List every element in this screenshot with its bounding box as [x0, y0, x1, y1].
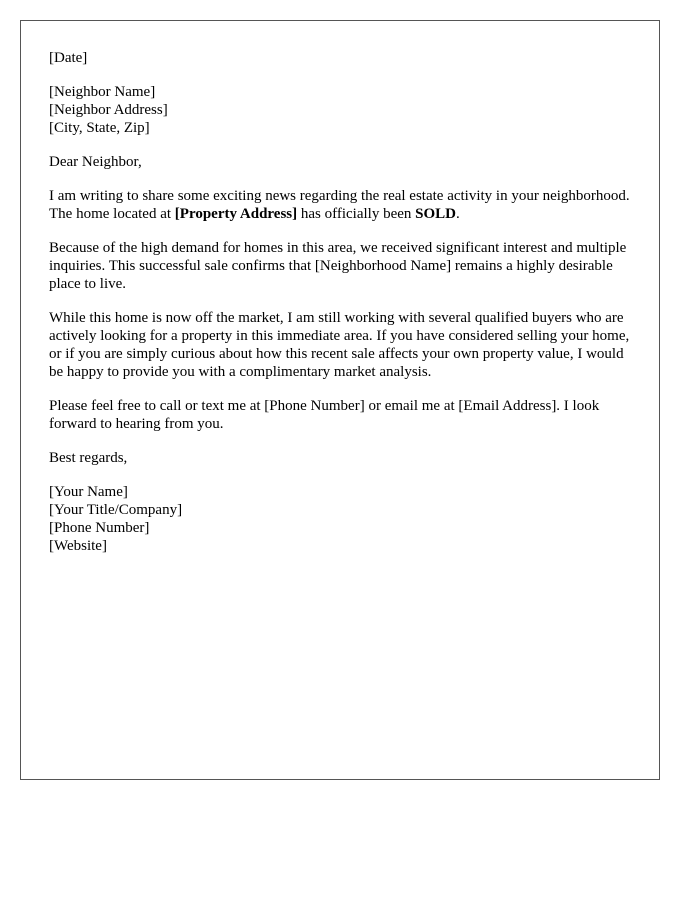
closing: Best regards, [49, 450, 128, 466]
recipient-name: [Neighbor Name] [49, 84, 156, 100]
signature-block [49, 483, 639, 555]
paragraph1-text-a: I am writing to share some exciting news regarding the real estate activity in your neighborhood. The home located at [49, 188, 630, 222]
date-block [49, 49, 639, 67]
paragraph-contact: Please feel free to call or text me at [Phone Number] or email me at [Email Address]. I look forward to hearing from you. [49, 398, 600, 432]
recipient-address-block [49, 83, 639, 137]
salutation: Dear Neighbor, [49, 154, 142, 170]
paragraph1-text-b: has officially been [297, 206, 416, 222]
paragraph-market-analysis: While this home is now off the market, I am still working with several qualified buyers who are actively looking for a property in this immediate area. If you have considered selling your home, or if you are simply curious about how this recent sale affects your own property value, I would be happy to provide you with a complimentary market analysis. [49, 310, 630, 380]
recipient-address: [Neighbor Address] [49, 102, 168, 118]
closing-block [49, 449, 639, 467]
recipient-city-state-zip: [City, State, Zip] [49, 120, 150, 136]
signature-website: [Website] [49, 538, 107, 554]
paragraph-sold-announcement [49, 187, 639, 223]
paragraph-demand: Because of the high demand for homes in this area, we received significant interest and multiple inquiries. This successful sale confirms that [Neighborhood Name] remains a highly desirable place to live. [49, 240, 627, 292]
letter-frame [20, 20, 660, 780]
sold-status: SOLD [415, 206, 457, 222]
property-address: [Property Address] [174, 206, 298, 222]
signature-title-company: [Your Title/Company] [49, 502, 183, 518]
salutation-block [49, 153, 639, 171]
letter-date: [Date] [49, 50, 88, 66]
signature-phone: [Phone Number] [49, 520, 150, 536]
paragraph1-text-c: . [456, 206, 460, 222]
letter-body [49, 49, 639, 571]
signature-name: [Your Name] [49, 484, 128, 500]
